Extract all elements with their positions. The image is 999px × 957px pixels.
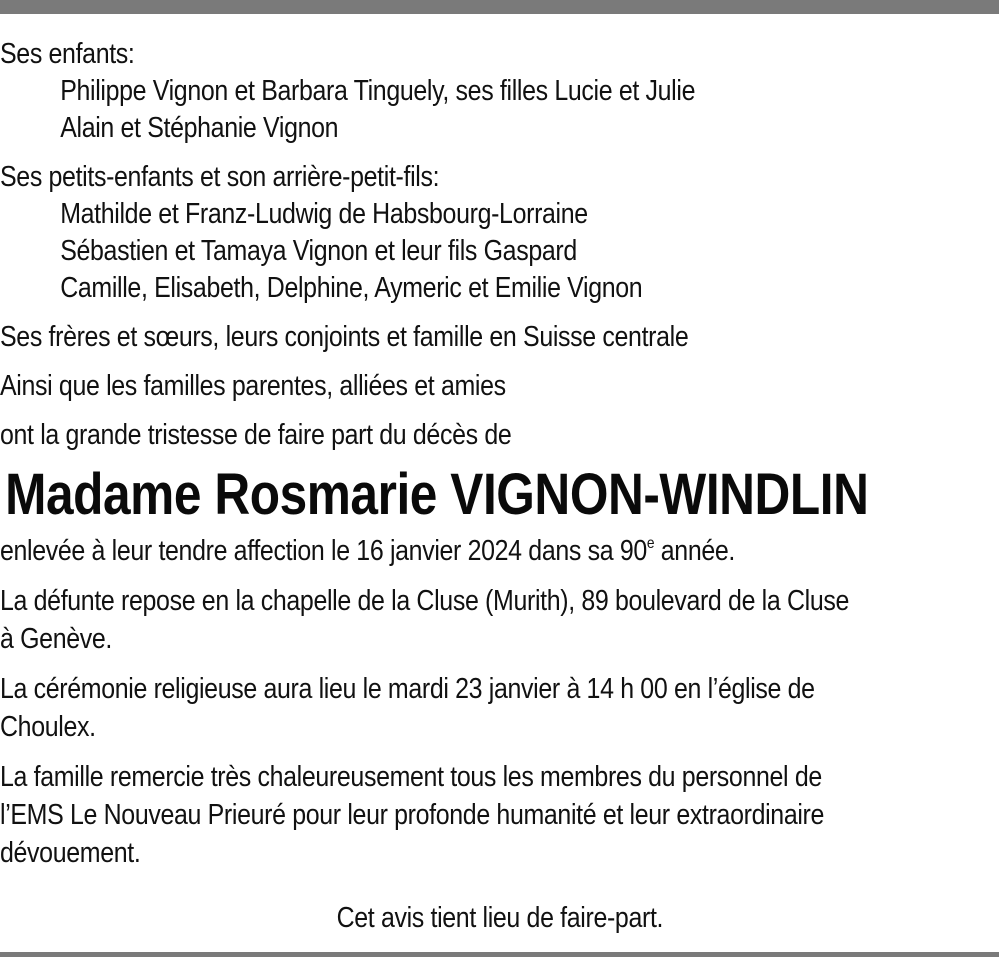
ordinal-suffix: e bbox=[646, 535, 655, 552]
rest-line: La défunte repose en la chapelle de la Cluse (Murith), 89 boulevard de la Cluse bbox=[0, 585, 850, 617]
death-line-text: enlevée à leur tendre affection le 16 janvier 2024 dans sa 90 bbox=[0, 535, 647, 567]
children-section bbox=[0, 36, 999, 147]
child-line: Alain et Stéphanie Vignon bbox=[60, 112, 339, 144]
families-line: Ainsi que les familles parentes, alliées et amies bbox=[0, 370, 506, 402]
rest-line: à Genève. bbox=[0, 623, 112, 655]
death-line-end: année. bbox=[654, 535, 735, 567]
ceremony-line: La cérémonie religieuse aura lieu le mardi 23 janvier à 14 h 00 en l’église de bbox=[0, 673, 815, 705]
thanks-paragraph bbox=[0, 758, 999, 872]
ceremony-line: Choulex. bbox=[0, 711, 96, 743]
announcement-line: ont la grande tristesse de faire part du décès de bbox=[0, 419, 512, 451]
top-rule bbox=[0, 0, 999, 14]
thanks-line: l’EMS Le Nouveau Prieuré pour leur profonde humanité et leur extraordinaire bbox=[0, 799, 825, 831]
deceased-name: Madame Rosmarie VIGNON-WINDLIN bbox=[5, 462, 869, 527]
ceremony-paragraph bbox=[0, 670, 999, 746]
child-line: Philippe Vignon et Barbara Tinguely, ses filles Lucie et Julie bbox=[60, 75, 696, 107]
thanks-line: La famille remercie très chaleureusement tous les membres du personnel de bbox=[0, 761, 822, 793]
grandchildren-section bbox=[0, 159, 999, 307]
grandchild-line: Mathilde et Franz-Ludwig de Habsbourg-Lorraine bbox=[60, 198, 588, 230]
bottom-rule bbox=[0, 952, 999, 957]
death-line bbox=[0, 532, 859, 570]
children-heading: Ses enfants: bbox=[0, 38, 135, 70]
rest-paragraph bbox=[0, 582, 999, 658]
grandchild-line: Camille, Elisabeth, Delphine, Aymeric et Emilie Vignon bbox=[60, 272, 643, 304]
closing-line bbox=[0, 900, 999, 937]
thanks-line: dévouement. bbox=[0, 837, 141, 869]
siblings-line: Ses frères et sœurs, leurs conjoints et famille en Suisse centrale bbox=[0, 321, 689, 353]
obituary-notice bbox=[0, 36, 999, 872]
grandchild-line: Sébastien et Tamaya Vignon et leur fils Gaspard bbox=[60, 235, 577, 267]
grandchildren-heading: Ses petits-enfants et son arrière-petit-fils: bbox=[0, 161, 440, 193]
closing-text: Cet avis tient lieu de faire-part. bbox=[336, 902, 663, 934]
